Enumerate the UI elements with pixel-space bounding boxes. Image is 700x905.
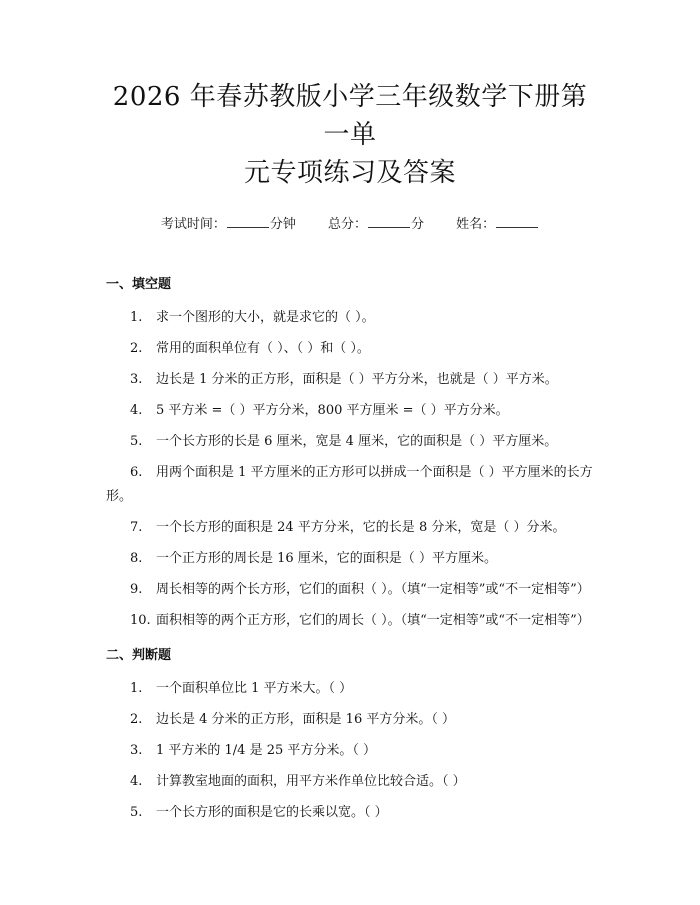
question-text: 用两个面积是 1 平方厘米的正方形可以拼成一个面积是（ ）平方厘米的长方形。 bbox=[106, 465, 593, 504]
question-text: 一个长方形的面积是 24 平方分米，它的长是 8 分米，宽是（ ）分米。 bbox=[156, 520, 566, 535]
question-item bbox=[106, 708, 594, 732]
question-item bbox=[106, 547, 594, 571]
question-item bbox=[106, 461, 594, 509]
question-item bbox=[106, 430, 594, 454]
section-heading: 一、填空题 bbox=[106, 277, 172, 292]
question-number: 6. bbox=[130, 465, 143, 480]
question-text: 一个长方形的面积是它的长乘以宽。（ ） bbox=[156, 805, 388, 820]
question-item bbox=[106, 739, 594, 763]
exam-time-unit: 分钟 bbox=[269, 217, 296, 232]
exam-time-label: 考试时间： bbox=[160, 217, 226, 232]
question-text: 计算教室地面的面积，用平方米作单位比较合适。（ ） bbox=[156, 774, 466, 789]
question-text: 周长相等的两个长方形，它们的面积（ ）。（填“一定相等”或“不一定相等”） bbox=[156, 582, 590, 597]
question-list bbox=[106, 677, 594, 825]
question-item bbox=[106, 368, 594, 392]
question-item bbox=[106, 306, 594, 330]
question-number: 3. bbox=[130, 372, 143, 387]
title-line-1: 2026 年春苏教版小学三年级数学下册第一单 bbox=[112, 82, 588, 150]
total-score-field bbox=[328, 214, 424, 234]
question-number: 9. bbox=[130, 582, 143, 597]
question-text: 常用的面积单位有（ ）、（ ）和（ ）。 bbox=[156, 341, 370, 356]
question-number: 4. bbox=[130, 403, 143, 418]
question-number: 10. bbox=[130, 613, 151, 628]
section-true-false bbox=[106, 647, 594, 825]
question-text: 边长是 4 分米的正方形，面积是 16 平方分米。（ ） bbox=[156, 712, 455, 727]
question-item bbox=[106, 770, 594, 794]
question-number: 2. bbox=[130, 712, 143, 727]
total-score-unit: 分 bbox=[411, 217, 425, 232]
student-name-blank bbox=[496, 214, 538, 228]
question-text: 一个长方形的长是 6 厘米，宽是 4 厘米，它的面积是（ ）平方厘米。 bbox=[156, 434, 558, 449]
question-text: 边长是 1 分米的正方形，面积是（ ）平方分米，也就是（ ）平方米。 bbox=[156, 372, 558, 387]
question-text: 一个面积单位比 1 平方米大。（ ） bbox=[156, 681, 353, 696]
document-title bbox=[106, 78, 594, 192]
exam-time-blank bbox=[227, 214, 269, 228]
question-number: 8. bbox=[130, 551, 143, 566]
student-name-label: 姓名： bbox=[456, 217, 496, 232]
question-item bbox=[106, 578, 594, 602]
question-item bbox=[106, 677, 594, 701]
question-item bbox=[106, 337, 594, 361]
exam-info-row bbox=[106, 214, 594, 234]
question-item bbox=[106, 609, 594, 633]
title-line-2: 元专项练习及答案 bbox=[243, 158, 456, 188]
question-number: 7. bbox=[130, 520, 143, 535]
question-list bbox=[106, 306, 594, 633]
section-fill-in-blank bbox=[106, 276, 594, 633]
question-text: 求一个图形的大小，就是求它的（ ）。 bbox=[156, 310, 375, 325]
question-item bbox=[106, 399, 594, 423]
question-number: 3. bbox=[130, 743, 143, 758]
exam-time-field bbox=[161, 214, 296, 234]
question-text: 面积相等的两个正方形，它们的周长（ ）。（填“一定相等”或“不一定相等”） bbox=[156, 613, 590, 628]
student-name-field bbox=[456, 214, 539, 234]
question-number: 1. bbox=[130, 310, 143, 325]
question-number: 5. bbox=[130, 805, 143, 820]
question-item bbox=[106, 801, 594, 825]
question-text: 一个正方形的周长是 16 厘米，它的面积是（ ）平方厘米。 bbox=[156, 551, 497, 566]
question-item bbox=[106, 516, 594, 540]
question-number: 1. bbox=[130, 681, 143, 696]
section-heading: 二、判断题 bbox=[106, 648, 172, 663]
total-score-label: 总分： bbox=[327, 217, 367, 232]
total-score-blank bbox=[368, 214, 410, 228]
question-number: 5. bbox=[130, 434, 143, 449]
question-text: 1 平方米的 1/4 是 25 平方分米。（ ） bbox=[156, 743, 377, 758]
question-number: 4. bbox=[130, 774, 143, 789]
question-text: 5 平方米 =（ ）平方分米，800 平方厘米 =（ ）平方分米。 bbox=[156, 403, 509, 418]
question-number: 2. bbox=[130, 341, 143, 356]
